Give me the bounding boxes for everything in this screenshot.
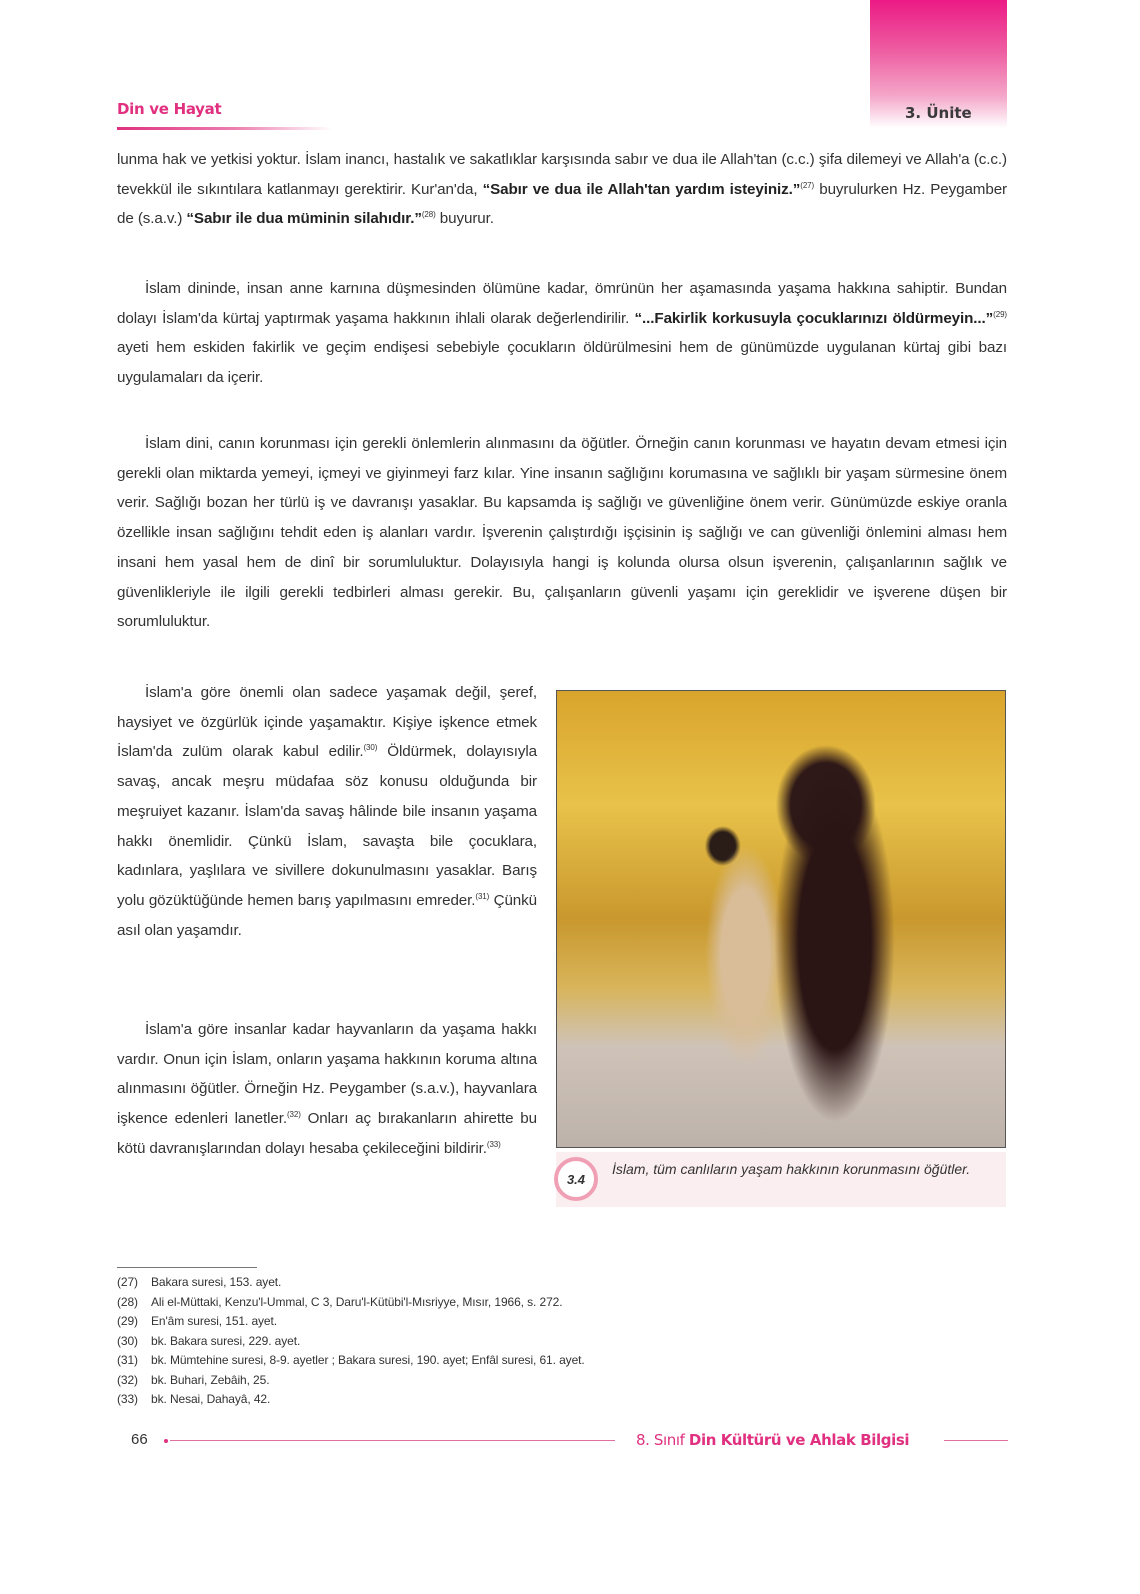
section-title-underline — [117, 127, 332, 130]
section-title: Din ve Hayat — [117, 100, 222, 118]
footer-book-name: Din Kültürü ve Ahlak Bilgisi — [688, 1431, 910, 1449]
text: Onları aç bırakanların ahirette bu kötü davranışlarından dolayı hesaba çekileceğini bildirir. — [117, 1110, 537, 1157]
paragraph-2 — [117, 274, 1007, 393]
text: Çünkü asıl olan yaşamdır. — [117, 891, 537, 939]
footnote-item — [117, 1312, 817, 1332]
figure-photo-boy-with-horse — [556, 690, 1006, 1148]
footnote-text: bk. Nesai, Dahayâ, 42. — [151, 1392, 271, 1406]
footnote-number: (29) — [117, 1314, 138, 1328]
text: İslam dini, canın korunması için gerekli önlemlerin alınmasını da öğütler. Örneğin canın korunması ve hayatın devam etmesi için gerekli olan miktarda yemeyi, içmeyi ve giyinmeyi farz kılar. Yine insanın sağlığını korumasına ve sağlıklı bir yaşam sürmesine önem verir. Sağlığı bozan her türlü iş ve davranışı yasaklar. Bu kapsamda iş sağlığı ve güvenliğine önem verir. Günümüzde eskiye oranla özellikle insan sağlığını tehdit eden iş alanları vardır. İşverenin çalıştırdığı işçisinin iş sağlığı ve can güvenliği önlemini alması hem insani hem yasal hem de dinî bir sorumluluktur. Dolayısıyla hangi iş kolunda olursa olsun işverenin, çalışanlarının sağlık ve güvenlikleriyle ile ilgili gerekli tedbirleri alması gerekir. Bu, çalışanların güvenli yaşamı için gereklidir ve işverene düşen bir sorumluluktur. — [117, 435, 1007, 631]
footnote-ref[interactable]: (33) — [486, 1139, 501, 1149]
footnote-text: En'âm suresi, 151. ayet. — [151, 1314, 277, 1328]
footnote-number: (32) — [117, 1372, 138, 1387]
unit-label: 3. Ünite — [905, 104, 972, 122]
text: buyurur. — [435, 210, 494, 228]
footer-grade: 8. Sınıf — [636, 1431, 689, 1449]
footnote-ref[interactable]: (31) — [475, 891, 490, 901]
text: ayeti hem eskiden fakirlik ve geçim endişesi sebebiyle çocukların öldürülmesini hem de günümüzde uygulanan kürtaj gibi bazı uygulamaları da içerir. — [117, 339, 1007, 387]
footnote-ref[interactable]: (29) — [993, 309, 1007, 319]
text: lunma hak ve yetkisi yoktur. İslam inancı, hastalık ve sakatlıklar karşısında sabır ve dua ile Allah'tan (c.c.) şifa dilemeyi ve Allah'a (c.c.) tevekkül ile sıkıntılara katlanmayı gerektirir. Kur'an'da, — [117, 151, 1007, 198]
footer-rule-right — [944, 1440, 1008, 1441]
footnote-item — [117, 1371, 817, 1391]
footnotes-list — [117, 1273, 817, 1410]
figure-number-badge: 3.4 — [554, 1157, 598, 1201]
page-number: 66 — [131, 1431, 148, 1448]
footnote-number: (28) — [117, 1294, 138, 1309]
footnote-text: Bakara suresi, 153. ayet. — [151, 1275, 282, 1289]
quote-bold: “Sabır ile dua müminin silahıdır.” — [186, 210, 422, 228]
footnote-ref[interactable]: (27) — [800, 180, 815, 190]
footnote-item — [117, 1390, 817, 1410]
quote-bold: “Sabır ve dua ile Allah'tan yardım isteyiniz.” — [482, 180, 801, 198]
footnote-text: bk. Bakara suresi, 229. ayet. — [151, 1333, 301, 1348]
footnote-number: (33) — [117, 1392, 138, 1406]
paragraph-1 — [117, 145, 1007, 234]
footnote-item — [117, 1332, 817, 1352]
paragraph-3 — [117, 429, 1007, 637]
footnote-number: (27) — [117, 1275, 138, 1289]
footnote-text: Ali el-Müttaki, Kenzu'l-Ummal, C 3, Daru'l-Kütübi'l-Mısriyye, Mısır, 1966, s. 272. — [151, 1294, 563, 1309]
text: İslam dininde, insan anne karnına düşmesinden ölümüne kadar, ömrünün her aşamasında yaşama hakkına sahiptir. Bundan dolayı İslam'da kürtaj yaptırmak yaşama hakkının ihlali olarak değerlendirilir. — [117, 280, 1007, 327]
figure-caption: İslam, tüm canlıların yaşam hakkının korunmasını öğütler. — [612, 1161, 971, 1177]
footnote-text: bk. Buhari, Zebâih, 25. — [151, 1372, 270, 1387]
footnote-divider — [117, 1267, 257, 1268]
paragraph-5 — [117, 1015, 537, 1164]
text: Öldürmek, dolayısıyla savaş, ancak meşru müdafaa söz konusu olduğunda bir meşruiyet kazanır. İslam'da savaş hâlinde bile insanın yaşama hakkı önemlidir. Çünkü İslam, savaşta bile çocuklara, kadınlara, yaşlılara ve sivillere dokunulmasını yasaklar. Barış yolu gözüktüğünde hemen barış yapılmasını emreder. — [117, 743, 537, 909]
footnote-item — [117, 1351, 817, 1371]
text: İslam'a göre önemli olan sadece yaşamak değil, şeref, haysiyet ve özgürlük içinde yaşamaktır. Kişiye işkence etmek İslam'da zulüm olarak kabul edilir. — [117, 684, 537, 761]
footnote-item — [117, 1273, 817, 1293]
text: buyrulurken Hz. Peygamber de (s.a.v.) — [117, 180, 1007, 228]
paragraph-4 — [117, 678, 537, 945]
quote-bold: “...Fakirlik korkusuyla çocuklarınızı öldürmeyin...” — [634, 309, 994, 327]
footnote-number: (31) — [117, 1353, 138, 1367]
footnote-ref[interactable]: (28) — [421, 210, 436, 220]
footer-dot — [164, 1439, 168, 1443]
footer-rule-left — [170, 1440, 615, 1441]
footer-book-title — [636, 1431, 909, 1449]
footnote-ref[interactable]: (32) — [286, 1110, 301, 1120]
footnote-ref[interactable]: (30) — [363, 743, 378, 753]
footnote-text: bk. Mümtehine suresi, 8-9. ayetler ; Bakara suresi, 190. ayet; Enfâl suresi, 61. ayet. — [151, 1353, 585, 1367]
footnote-number: (30) — [117, 1333, 138, 1348]
footnote-item — [117, 1293, 817, 1313]
text: İslam'a göre insanlar kadar hayvanların da yaşama hakkı vardır. Onun için İslam, onların yaşama hakkının koruma altına alınmasını öğütler. Örneğin Hz. Peygamber (s.a.v.), hayvanlara işkence edenleri lanetler. — [117, 1021, 537, 1128]
